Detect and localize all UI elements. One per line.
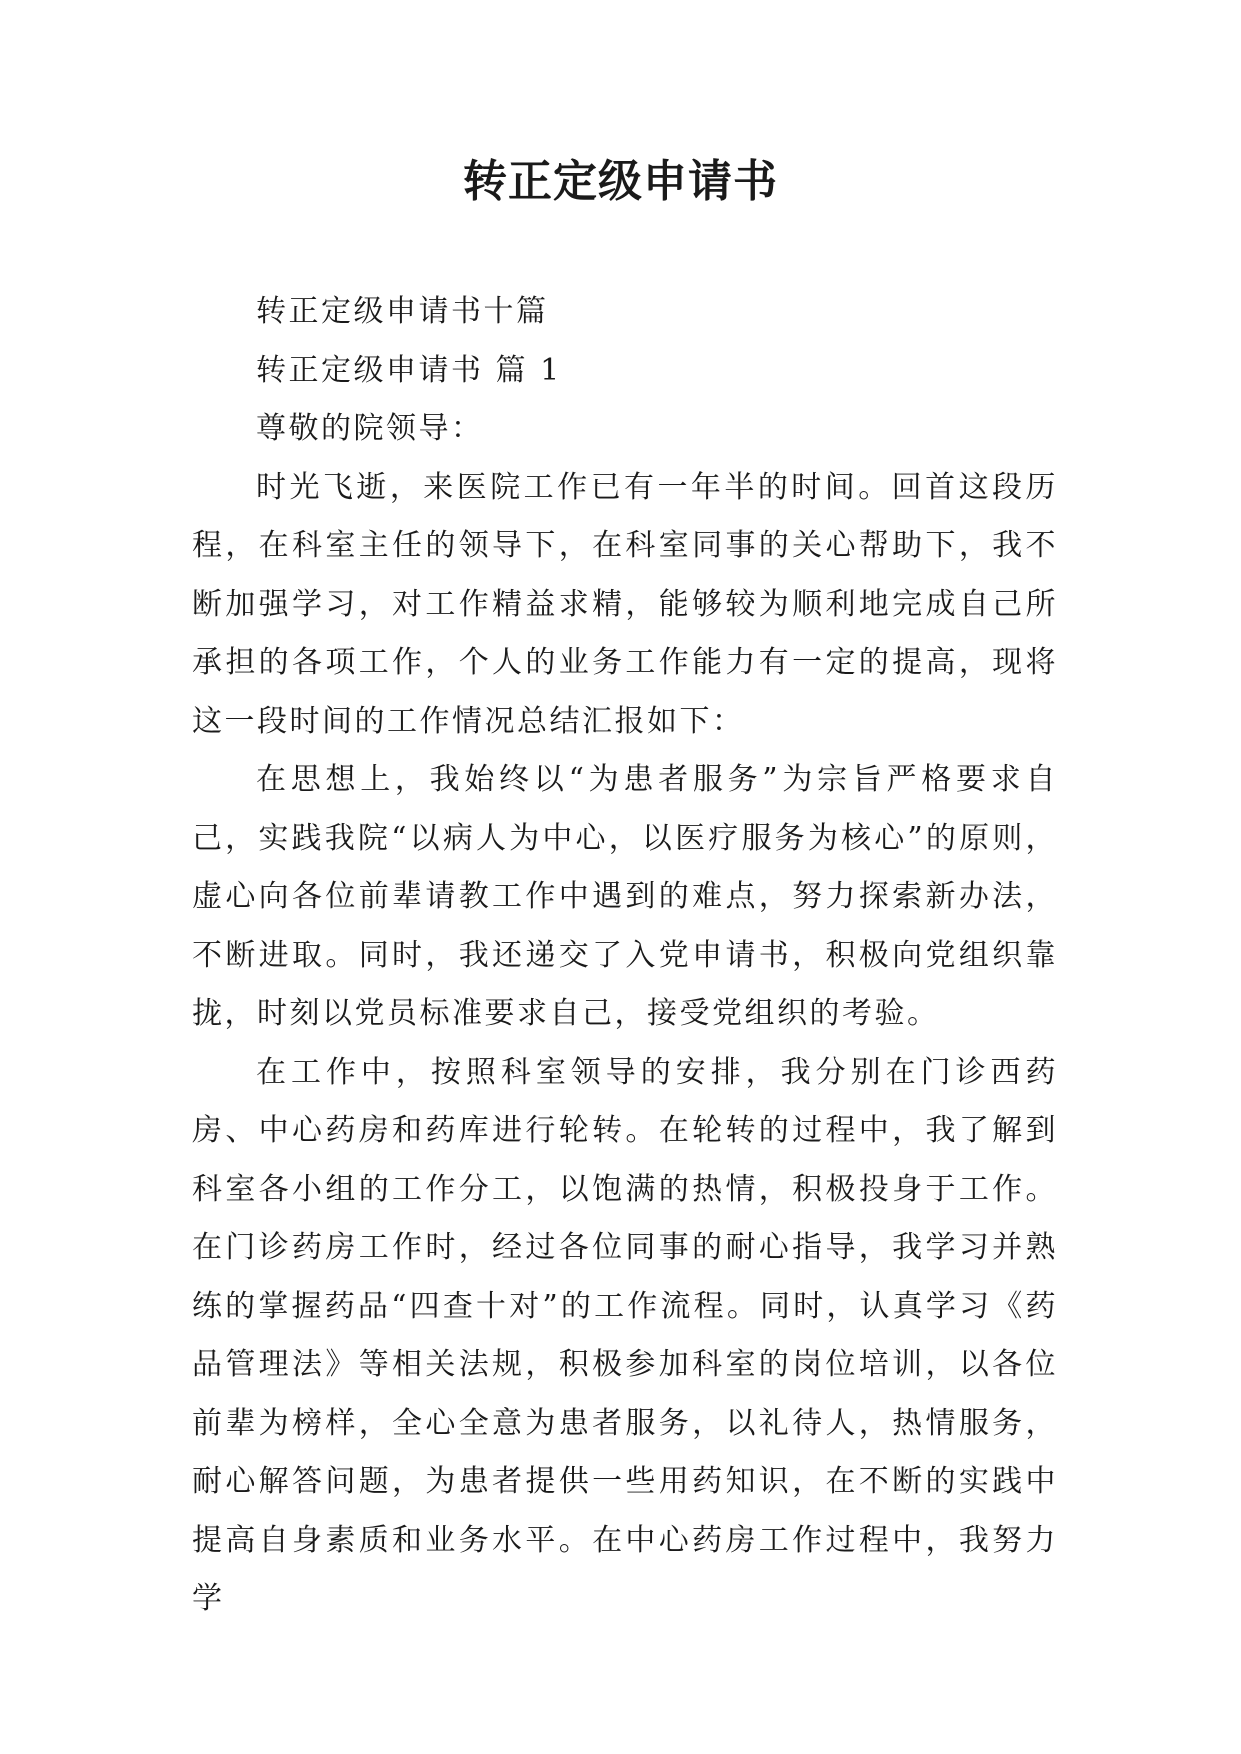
doc-subheading-line: 转正定级申请书 篇 1	[256, 352, 562, 388]
body-paragraph: 时光飞逝，来医院工作已有一年半的时间。回首这段历程，在科室主任的领导下，在科室同事的关心帮助下，我不断加强学习，对工作精益求精，能够较为顺利地完成自己所承担的各项工作，个人的业务工作能力有一定的提高，现将这一段时间的工作情况总结汇报如下：	[192, 469, 1058, 739]
document-body	[192, 283, 1058, 1629]
body-paragraph: 在工作中，按照科室领导的安排，我分别在门诊西药房、中心药房和药库进行轮转。在轮转的过程中，我了解到科室各小组的工作分工，以饱满的热情，积极投身于工作。在门诊药房工作时，经过各位同事的耐心指导，我学习并熟练的掌握药品“四查十对”的工作流程。同时，认真学习《药品管理法》等相关法规，积极参加科室的岗位培训，以各位前辈为榜样，全心全意为患者服务，以礼待人，热情服务，耐心解答问题，为患者提供一些用药知识，在不断的实践中提高自身素质和业务水平。在中心药房工作过程中，我努力学	[192, 1054, 1058, 1616]
doc-heading-line: 转正定级申请书十篇	[256, 294, 549, 329]
salutation: 尊敬的院领导：	[256, 411, 484, 446]
document-title: 转正定级申请书	[463, 156, 778, 207]
body-paragraph: 在思想上，我始终以“为患者服务”为宗旨严格要求自己，实践我院“以病人为中心，以医疗服务为核心”的原则，虚心向各位前辈请教工作中遇到的难点，努力探索新办法，不断进取。同时，我还递交了入党申请书，积极向党组织靠拢，时刻以党员标准要求自己，接受党组织的考验。	[192, 762, 1058, 1031]
